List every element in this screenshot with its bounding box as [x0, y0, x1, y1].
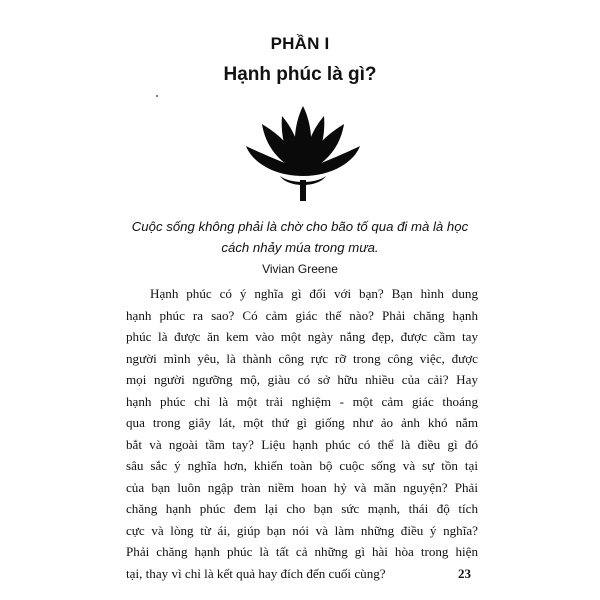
body-line: mọi người ngưỡng mộ, giàu có sở hữu nhiều của cải? Hay	[126, 372, 478, 387]
chapter-title: Hạnh phúc là gì?	[223, 64, 377, 85]
epigraph-quote	[120, 216, 480, 258]
page-number: 23	[458, 566, 471, 581]
body-line: của bạn luôn ngập tràn niềm hoan hỷ và mãn nguyện? Phải	[126, 479, 478, 495]
body-line: Phải chăng hạnh phúc là tất cả những gì hài hòa trong hiện	[126, 544, 478, 559]
epigraph-author: Vivian Greene	[262, 262, 338, 276]
body-line: chăng hạnh phúc đem lại cho bạn sức mạnh, thái độ tích	[126, 501, 478, 516]
body-line: người mình yêu, là thành công rực rỡ trong công việc, được	[126, 350, 478, 366]
epigraph-line: Cuộc sống không phải là chờ cho bão tố qua đi mà là học	[131, 219, 469, 234]
epigraph-line: cách nhảy múa trong mưa.	[221, 240, 379, 255]
stray-dot	[156, 95, 158, 97]
body-line: phúc là được ăn kem vào một ngày nắng đẹp, được cầm tay	[126, 329, 478, 344]
body-line: sâu sắc ý nghĩa hơn, khiến toàn bộ cuộc sống và sự tồn tại	[126, 458, 478, 473]
body-line: Hạnh phúc có ý nghĩa gì đối với bạn? Bạn hình dung	[150, 286, 478, 301]
body-line: tại, thay vì chỉ là kết quả hay đích đến cuối cùng?	[126, 565, 386, 581]
body-line: hạnh phúc chỉ là một trải nghiệm - một cảm giác thoáng	[126, 393, 478, 409]
body-line: bắt và ngoài tầm tay? Liệu hạnh phúc có thể là điều gì đó	[126, 436, 478, 452]
body-line: cực và lòng từ ái, giúp bạn nói và làm những điều ý nghĩa?	[126, 522, 478, 538]
body-paragraph	[126, 283, 478, 584]
lotus-flower-icon	[244, 104, 362, 202]
body-line: qua trong giây lát, một thứ gì giống như ảo ảnh khó nắm	[126, 415, 478, 430]
part-label: PHẦN I	[270, 34, 330, 53]
body-line: hạnh phúc ra sao? Có cảm giác thế nào? Phải chăng hạnh	[126, 307, 478, 323]
